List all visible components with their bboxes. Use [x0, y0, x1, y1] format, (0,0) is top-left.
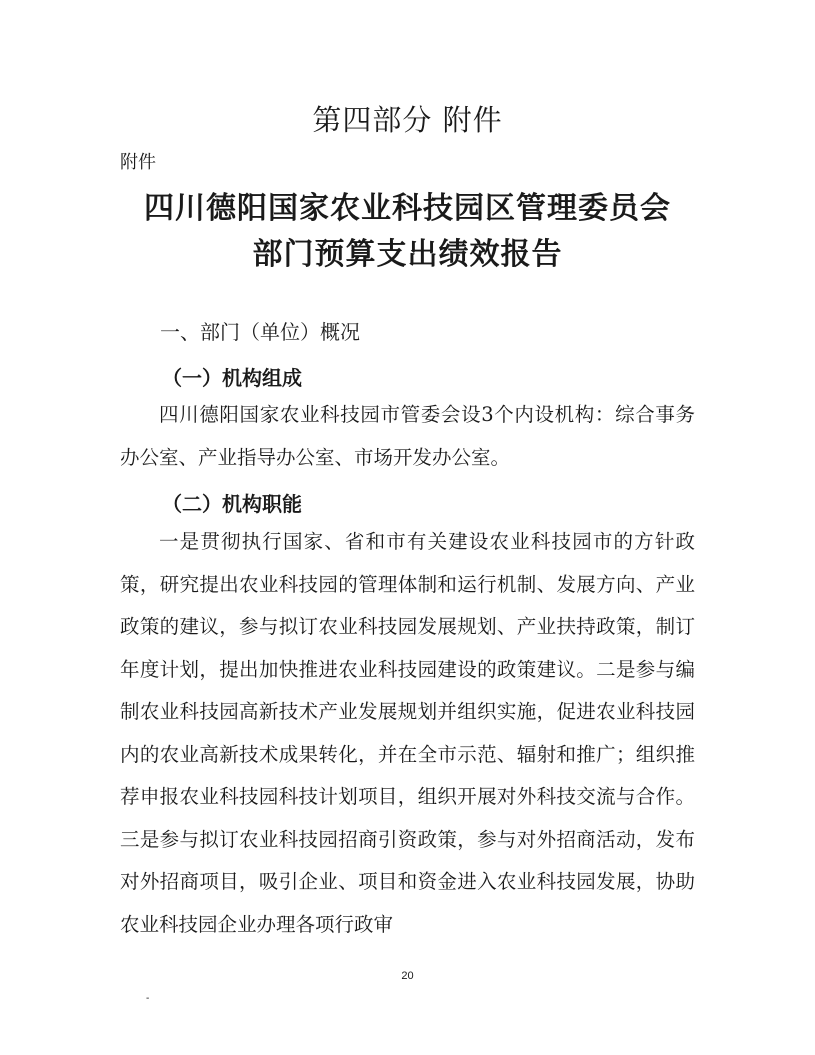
subsection-heading-functions: （二）机构职能 — [162, 492, 302, 516]
part-title: 第四部分 附件 — [312, 103, 503, 137]
section-heading: 一、部门（单位）概况 — [160, 320, 360, 344]
attachment-label: 附件 — [120, 152, 156, 173]
paragraph-organization: 四川德阳国家农业科技园市管委会设3个内设机构：综合事务办公室、产业指导办公室、市场开发办公室。 — [120, 403, 695, 469]
paragraph-functions: 一是贯彻执行国家、省和市有关建设农业科技园市的方针政策，研究提出农业科技园的管理体制和运行机制、发展方向、产业政策的建议，参与拟订农业科技园发展规划、产业扶持政策，制订年度计划，提出加快推进农业科技园建设的政策建议。二是参与编制农业科技园高新技术产业发展规划并组织实施，促进农业科技园内的农业高新技术成果转化，并在全市示范、辐射和推广；组织推荐申报农业科技园科技计划项目，组织开展对外科技交流与合作。三是参与拟订农业科技园招商引资政策，参与对外招商活动，发布对外招商项目，吸引企业、项目和资金进入农业科技园发展，协助农业科技园企业办理各项行政审 — [120, 530, 695, 936]
subsection-heading-organization: （一）机构组成 — [162, 366, 302, 390]
document-title-line-2: 部门预算支出绩效报告 — [252, 237, 563, 272]
document-title-line-1: 四川德阳国家农业科技园区管理委员会 — [144, 191, 671, 226]
footer-mark: - — [146, 993, 150, 1004]
page-number: 20 — [401, 970, 414, 982]
